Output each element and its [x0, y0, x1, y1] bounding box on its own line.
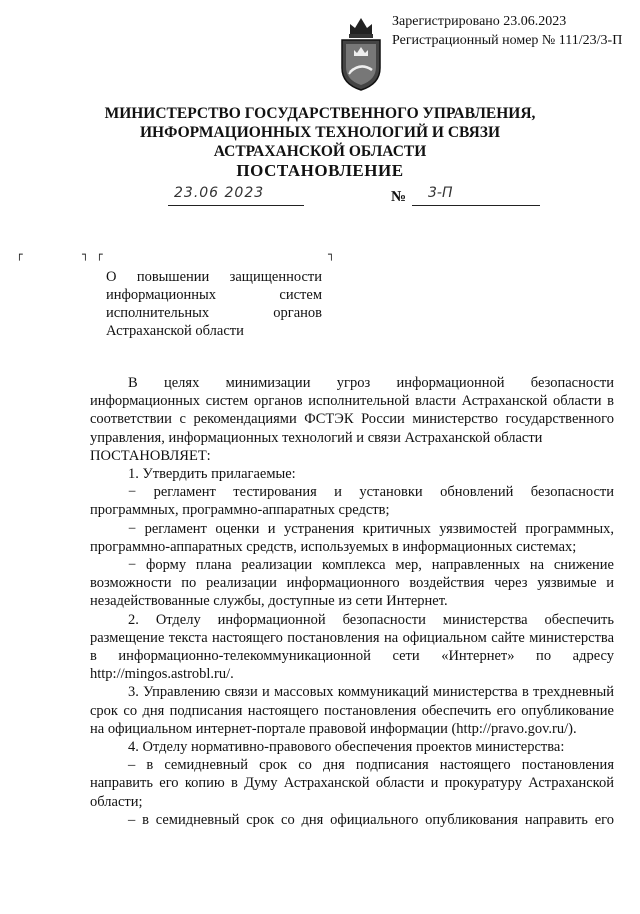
corner-mark-left-2: ┐	[82, 248, 89, 261]
subject-line2: информационных систем	[106, 287, 322, 303]
paragraph-2: 2. Отделу информационной безопасности министерства обеспечить размещение текста настоящего постановления на официальном сайте министерства в информационно-телекоммуникационной сети «Интернет» по адресу http://mingos.astrobl.ru/.	[90, 611, 614, 683]
document-heading	[0, 104, 640, 180]
paragraph-3: 3. Управлению связи и массовых коммуникаций министерства в трехдневный срок со дня подписания настоящего постановления обеспечить его опубликование на официальном интернет-портале правовой информации (http://pravo.gov.ru/).	[90, 684, 614, 737]
paragraph-1b: − регламент оценки и устранения критичных уязвимостей программных, программно-аппаратных средств, используемых в информационных системах;	[90, 520, 614, 555]
corner-mark-left: ┌	[16, 248, 23, 261]
date-handwritten: 23.06 2023	[174, 185, 265, 201]
paragraph-4b: – в семидневный срок со дня официального опубликования направить его	[128, 811, 614, 828]
paragraph-4: 4. Отделу нормативно-правового обеспечения проектов министерства:	[128, 739, 565, 756]
ministry-name-line1: МИНИСТЕРСТВО ГОСУДАРСТВЕННОГО УПРАВЛЕНИЯ,	[104, 105, 536, 122]
registration-number: Регистрационный номер № 111/23/3-П	[392, 33, 623, 48]
document-body	[90, 374, 614, 829]
number-handwritten: 3-П	[428, 185, 453, 201]
date-field	[168, 187, 304, 206]
number-label: №	[391, 189, 407, 205]
subject-line4: Астраханской области	[106, 323, 244, 339]
registration-stamp	[392, 12, 622, 50]
paragraph-1: 1. Утвердить прилагаемые:	[128, 466, 296, 483]
paragraph-4a: – в семидневный срок со дня подписания настоящего постановления направить его копию в Думу Астраханской области и прокуратуру Астраханской области;	[90, 757, 614, 810]
coat-of-arms-emblem	[336, 12, 386, 92]
number-field	[412, 187, 540, 206]
subject-line1: О повышении защищенности	[106, 269, 322, 285]
paragraph-1c: − форму плана реализации комплекса мер, направленных на снижение возможности по реализации информационного воздействия через уязвимые и незадействованные службы, доступные из сети Интернет.	[90, 557, 614, 610]
corner-mark-subject-left: ┌	[96, 248, 103, 261]
ministry-name-line2: ИНФОРМАЦИОННЫХ ТЕХНОЛОГИЙ И СВЯЗИ	[139, 124, 501, 141]
preamble-paragraph: В целях минимизации угроз информационной безопасности информационных систем органов исполнительной власти Астраханской области в соответствии с рекомендациями ФСТЭК России министерство государственного управления, информационных технологий и связи Астраханской области	[90, 375, 614, 446]
corner-mark-subject-right: ┐	[328, 248, 335, 261]
ministry-name-line3: АСТРАХАНСКОЙ ОБЛАСТИ	[213, 143, 427, 160]
subject-line3: исполнительных органов	[106, 305, 322, 321]
paragraph-1a: − регламент тестирования и установки обновлений безопасности программных, программно-аппаратных средств;	[90, 484, 614, 519]
registration-date: Зарегистрировано 23.06.2023	[392, 14, 567, 29]
decides-label: ПОСТАНОВЛЯЕТ:	[90, 447, 211, 464]
document-type: ПОСТАНОВЛЕНИЕ	[236, 161, 404, 180]
document-subject	[106, 268, 322, 340]
